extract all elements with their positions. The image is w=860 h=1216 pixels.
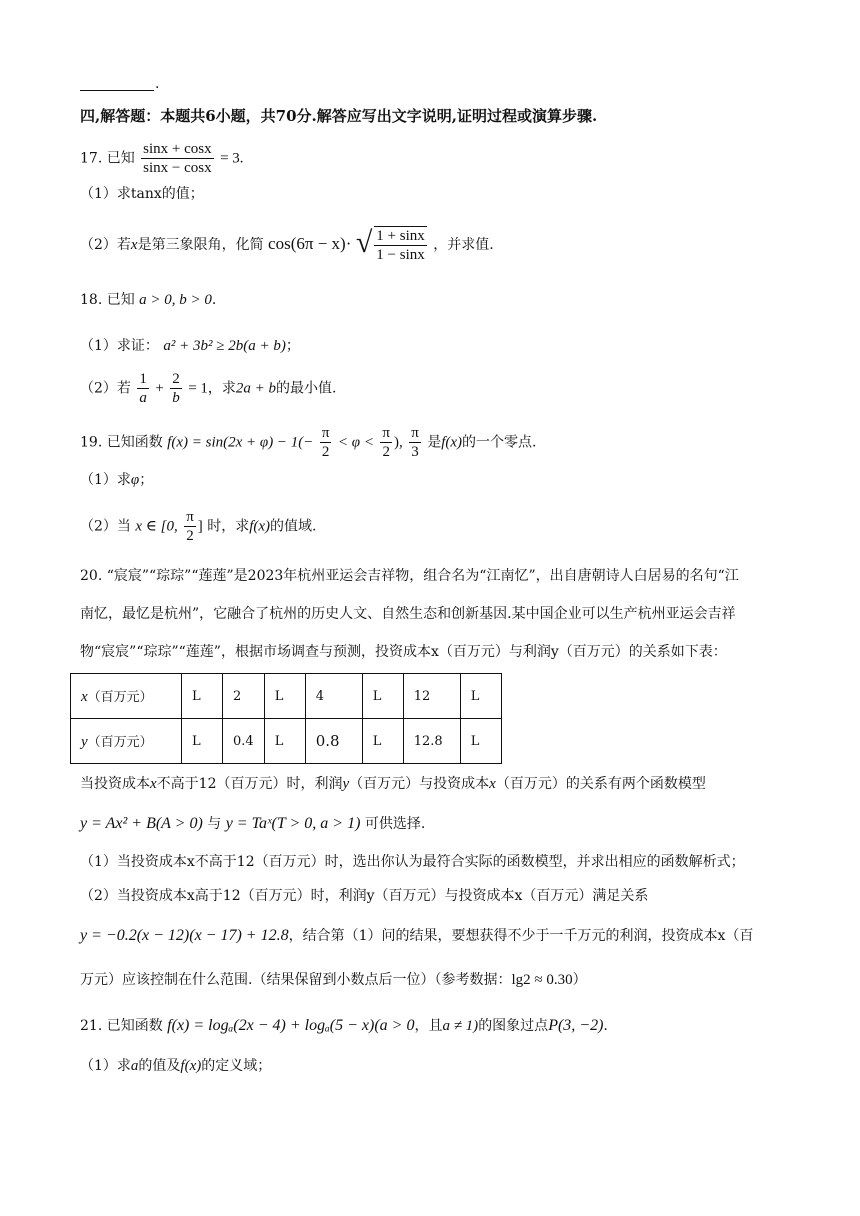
q20-models-intro: 当投资成本x不高于12（百万元）时，利润y（百万元）与投资成本x（百万元）的关系有两个函数模型: [80, 776, 706, 792]
table-cell: 12: [403, 674, 460, 719]
q17-part1: （1）求tanx的值；: [80, 186, 204, 202]
q19-stem: 19. 已知函数 f(x) = sin(2x + φ) − 1(− $\frac{\pi}{2}$ < φ < $\frac{\pi}{2}$ ), $\frac{\pi}{3}$ 是f(x)的一个零点.: [80, 425, 537, 460]
investment-profit-table: [70, 673, 502, 764]
table-row: [71, 719, 502, 764]
answer-blank: [80, 78, 154, 91]
sqrt-symbol: √ $\frac{1 + \sin x}{1 - \sin x}$: [355, 226, 425, 263]
table-cell: 12.8: [403, 719, 460, 764]
row-header-y: y（百万元）: [71, 719, 182, 764]
q20-part2-expr: y = −0.2(x − 12)(x − 17) + 12.8，结合第（1）问的结果，要想获得不少于一千万元的利润，投资成本x（百: [80, 927, 754, 944]
table-cell: 2: [223, 674, 265, 719]
q20-part1: （1）当投资成本x不高于12（百万元）时，选出你认为最符合实际的函数模型，并求出相应的函数解析式；: [80, 854, 745, 870]
q17-stem: 17. 已知 $\frac{\sin x + \cos x}{\sin x - \cos x}$ = 3.: [80, 141, 244, 176]
table-row: [71, 674, 502, 719]
q19-part2: （2）当 x ∈ [0, $\frac{\pi}{2}$ ] 时，求f(x)的值域.: [80, 509, 317, 544]
q21-part1: （1）求a的值及f(x)的定义域；: [80, 1058, 272, 1074]
q20-intro-line2: 南忆，最忆是杭州”，它融合了杭州的历史人文、自然生态和创新基因.某中国企业可以生产杭州亚运会吉祥: [80, 606, 736, 622]
table-cell: L: [362, 674, 403, 719]
row-header-x: x（百万元）: [71, 674, 182, 719]
table-cell: L: [264, 719, 305, 764]
q20-models: y = Ax² + B(A > 0) 与 y = Taˣ(T > 0, a > 1) 可供选择.: [80, 815, 426, 832]
table-cell: L: [362, 719, 403, 764]
table-cell: L: [460, 674, 501, 719]
q17-fraction: $\frac{\sin x + \cos x}{\sin x - \cos x}$: [143, 141, 212, 176]
table-cell: L: [182, 719, 223, 764]
blank-period: .: [155, 76, 160, 92]
table-cell: L: [460, 719, 501, 764]
q18-part2: （2）若 $\frac{1}{a}$ + $\frac{2}{b}$ = 1，求2a + b的最小值.: [80, 371, 337, 406]
section-heading: 四,解答题：本题共6小题，共70分.解答应写出文字说明,证明过程或演算步骤.: [80, 107, 598, 125]
table-cell: L: [182, 674, 223, 719]
table-cell: L: [264, 674, 305, 719]
table-cell: 4: [305, 674, 362, 719]
table-cell: 0.4: [223, 719, 265, 764]
q18-part1: （1）求证： a² + 3b² ≥ 2b(a + b)；: [80, 338, 300, 354]
q19-part1: （1）求φ；: [80, 472, 154, 488]
q20-part2-last: 万元）应该控制在什么范围.（结果保留到小数点后一位）（参考数据：lg2 ≈ 0.30）: [80, 972, 587, 988]
q20-intro-line1: 20. “宸宸”“琮琮”“莲莲”是2023年杭州亚运会吉祥物，组合名为“江南忆”，出自唐朝诗人白居易的名句“江: [80, 568, 739, 584]
q20-part2: （2）当投资成本x高于12（百万元）时，利润y（百万元）与投资成本x（百万元）满足关系: [80, 888, 649, 904]
q20-intro-line3: 物“宸宸”“琮琮”“莲莲”，根据市场调查与预测，投资成本x（百万元）与利润y（百万元）的关系如下表：: [80, 644, 727, 660]
q21-stem: 21. 已知函数 f(x) = logₐ(2x − 4) + logₐ(5 − x)(a > 0，且a ≠ 1)的图象过点P(3, −2).: [80, 1017, 608, 1034]
q18-stem: 18. 已知 a > 0, b > 0.: [80, 292, 217, 308]
table-cell: 0.8: [305, 719, 362, 764]
q17-part2: （2）若x是第三象限角，化简 cos(6π − x)· √ $\frac{1 + \sin x}{1 - \sin x}$ ，并求值.: [80, 226, 494, 263]
